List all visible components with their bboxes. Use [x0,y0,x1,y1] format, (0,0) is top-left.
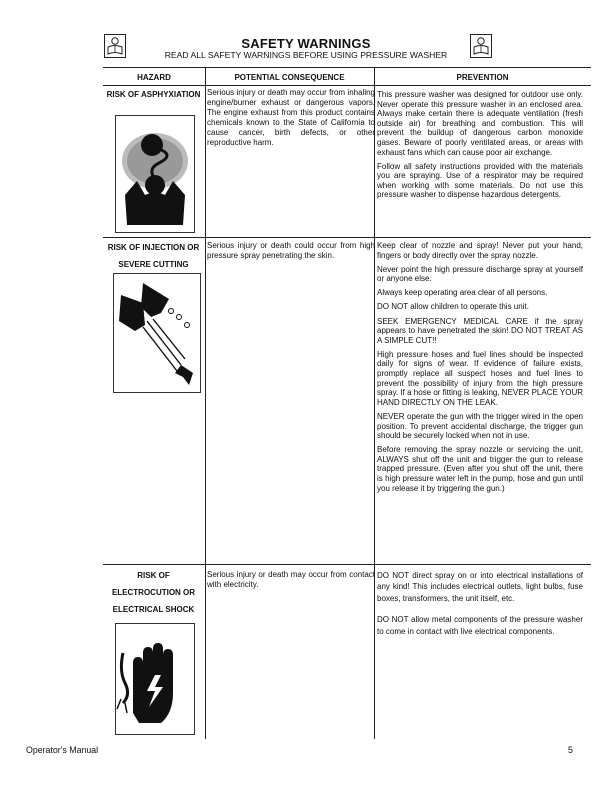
hazard-injection: RISK OF INJECTION OR SEVERE CUTTING [107,243,200,269]
prevention-text: Before removing the spray nozzle or servicing the unit, ALWAYS shut off the unit and trigger the gun to release trapped pressure. (Even after you shut off the unit, there is high pressure water left in the pump, hose and gun until you release it by triggering the gun.) [377,445,583,493]
table-rule [103,237,591,238]
safety-table [103,67,591,739]
header-hazard: HAZARD [137,73,171,82]
prevention-text: SEEK EMERGENCY MEDICAL CARE if the spray appears to have penetrated the skin! DO NOT TREAT AS A SIMPLE CUT!! [377,316,583,345]
table-rule [103,67,591,68]
electrocution-icon [115,623,195,735]
page-subtitle: READ ALL SAFETY WARNINGS BEFORE USING PRESSURE WASHER [164,50,448,60]
prevention-text: DO NOT direct spray on or into electrical installations of any kind! This includes electrical outlets, light bulbs, fuse boxes, transformers, the unit itself, etc. [377,571,583,603]
prevention-text: DO NOT allow children to operate this unit. [377,302,529,312]
hazard-electrocution: RISK OF ELECTROCUTION OR ELECTRICAL SHOCK [111,571,196,614]
page-number: 5 [568,745,573,755]
prevention-injection [377,241,583,498]
consequence-injection: Serious injury or death could occur from high pressure spray penetrating the skin. [207,241,375,261]
prevention-text: Keep clear of nozzle and spray! Never put your hand, fingers or body directly over the spray nozzle. [377,241,583,260]
prevention-text: Always keep operating area clear of all persons. [377,288,548,298]
column-divider [374,67,375,739]
header-prevention: PREVENTION [456,73,509,82]
column-divider [205,67,206,739]
prevention-text: Follow all safety instructions provided with the materials you are spraying. Use of a respirator may be required when working with some materials. Do not use this pressure washer to dispense hazardous detergents. [377,161,583,200]
asphyxiation-icon [115,115,195,233]
prevention-text: High pressure hoses and fuel lines should be inspected daily for signs of wear. If evidence of failure exists, promptly replace all suspect hoses and fuel lines to prevent the possibility of injury from the high pressure spray. If a hose or fitting is leaking, NEVER PLACE YOUR HAND DIRECTLY ON THE LEAK. [377,349,584,407]
injection-cutting-icon [113,273,201,393]
consequence-asphyxiation: Serious injury or death may occur from inhaling engine/burner exhaust or dangerous vapors. The engine exhaust from this product contains chemicals known to the State of California to cause cancer, birth defects, or other reproductive harm. [207,88,375,148]
prevention-text: Never point the high pressure discharge spray at yourself or anyone else. [377,264,583,284]
table-rule [103,564,591,565]
consequence-electrocution: Serious injury or death may occur from contact with electricity. [207,570,375,590]
prevention-asphyxiation [377,90,583,205]
prevention-text: DO NOT allow metal components of the pressure washer to come in contact with live electrical components. [377,615,583,636]
table-rule [103,85,591,86]
prevention-text: NEVER operate the gun with the trigger wired in the open position. To prevent accidental discharge, the trigger gun should be securely locked when not in use. [377,411,583,441]
prevention-text: This pressure washer was designed for outdoor use only. Never operate this pressure washer in an enclosed area. Always make certain there is adequate ventilation (fresh outside air) for breathing and combustion. This will prevent the buildup of dangerous carbon monoxide gases. Beware of poorly ventilated areas, or areas with exhaust fans which can cause poor air exchange. [377,90,583,157]
prevention-electrocution [377,570,583,647]
header-consequence: POTENTIAL CONSEQUENCE [234,73,345,82]
hazard-asphyxiation: RISK OF ASPHYXIATION [106,90,201,99]
page-title: SAFETY WARNINGS [241,36,371,51]
footer-manual-name: Operator's Manual [26,745,99,755]
